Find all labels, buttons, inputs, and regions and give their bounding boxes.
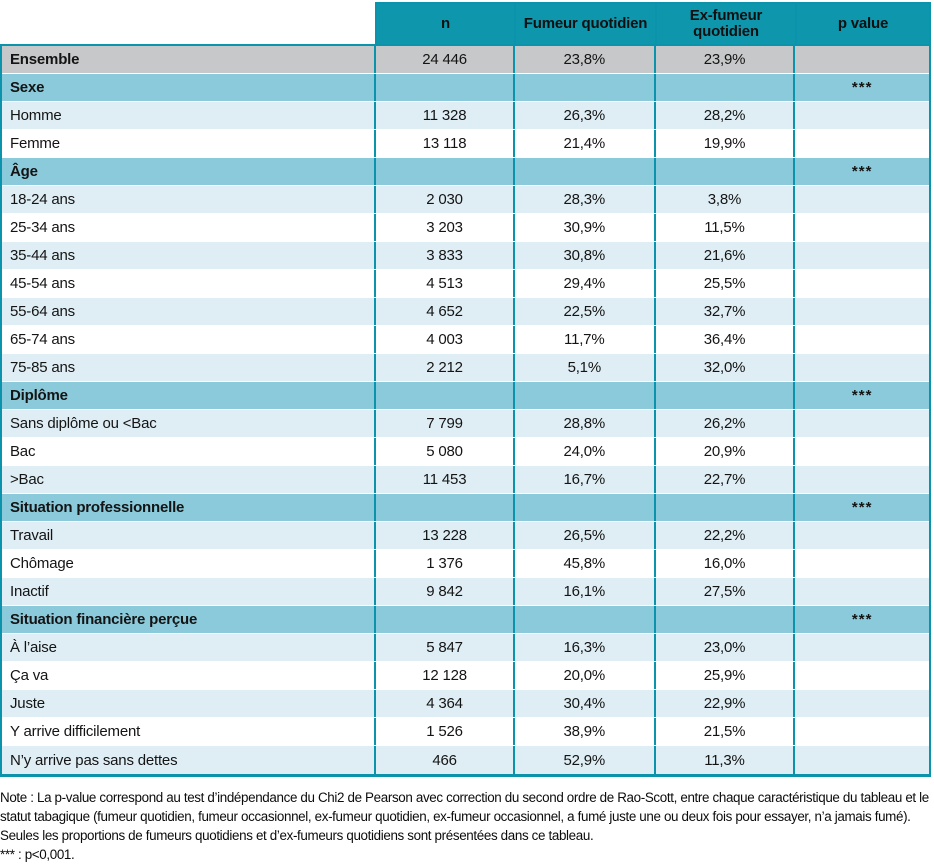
table-row [2, 326, 929, 354]
cell-n: 12 128 [374, 662, 513, 689]
cell-p-value [793, 550, 929, 577]
cell-ex-fumeur-quotidien: 3,8% [654, 186, 794, 213]
row-label: 18-24 ans [2, 186, 374, 213]
row-label: Travail [2, 522, 374, 549]
cell-n: 7 799 [374, 410, 513, 437]
row-label: Juste [2, 690, 374, 717]
cell-n: 3 203 [374, 214, 513, 241]
table-row [2, 186, 929, 214]
table-row [2, 242, 929, 270]
cell-fumeur-quotidien [513, 158, 654, 185]
header-spacer-cell [0, 2, 375, 44]
cell-n [374, 494, 513, 521]
table-row [2, 438, 929, 466]
cell-fumeur-quotidien: 28,3% [513, 186, 654, 213]
table-header-row [0, 2, 931, 44]
cell-fumeur-quotidien: 30,8% [513, 242, 654, 269]
cell-p-value: *** [793, 494, 929, 521]
cell-p-value [793, 522, 929, 549]
cell-n: 4 364 [374, 690, 513, 717]
cell-ex-fumeur-quotidien: 28,2% [654, 102, 794, 129]
cell-ex-fumeur-quotidien: 11,3% [654, 746, 794, 774]
cell-p-value [793, 242, 929, 269]
cell-p-value [793, 130, 929, 157]
cell-n: 11 453 [374, 466, 513, 493]
cell-ex-fumeur-quotidien [654, 606, 794, 633]
table-row [2, 550, 929, 578]
row-label: Situation professionnelle [2, 494, 374, 521]
row-label: N’y arrive pas sans dettes [2, 746, 374, 774]
row-label: 35-44 ans [2, 242, 374, 269]
table-row [2, 158, 929, 186]
cell-p-value [793, 410, 929, 437]
table-row [2, 522, 929, 550]
table-row [2, 662, 929, 690]
table-row [2, 46, 929, 74]
cell-ex-fumeur-quotidien: 16,0% [654, 550, 794, 577]
cell-n: 4 652 [374, 298, 513, 325]
statistics-table [0, 2, 931, 777]
table-note [0, 788, 934, 864]
cell-fumeur-quotidien: 30,4% [513, 690, 654, 717]
cell-fumeur-quotidien [513, 382, 654, 409]
cell-ex-fumeur-quotidien [654, 494, 794, 521]
cell-p-value: *** [793, 382, 929, 409]
cell-fumeur-quotidien: 22,5% [513, 298, 654, 325]
cell-fumeur-quotidien: 26,5% [513, 522, 654, 549]
cell-fumeur-quotidien: 52,9% [513, 746, 654, 774]
row-label: Âge [2, 158, 374, 185]
cell-ex-fumeur-quotidien: 21,6% [654, 242, 794, 269]
table-row [2, 606, 929, 634]
cell-p-value: *** [793, 158, 929, 185]
cell-p-value [793, 326, 929, 353]
cell-ex-fumeur-quotidien: 11,5% [654, 214, 794, 241]
cell-fumeur-quotidien: 20,0% [513, 662, 654, 689]
cell-p-value [793, 298, 929, 325]
row-label: Sans diplôme ou <Bac [2, 410, 374, 437]
cell-ex-fumeur-quotidien: 32,7% [654, 298, 794, 325]
cell-ex-fumeur-quotidien: 26,2% [654, 410, 794, 437]
cell-n [374, 158, 513, 185]
cell-n: 11 328 [374, 102, 513, 129]
cell-n [374, 74, 513, 101]
cell-p-value [793, 270, 929, 297]
column-header-p-value: p value [795, 2, 931, 44]
table-row [2, 102, 929, 130]
cell-p-value [793, 466, 929, 493]
cell-fumeur-quotidien: 16,3% [513, 634, 654, 661]
cell-fumeur-quotidien [513, 606, 654, 633]
column-header-ex-fumeur-quotidien: Ex-fumeur quotidien [655, 2, 795, 44]
cell-n: 5 847 [374, 634, 513, 661]
row-label: Ensemble [2, 46, 374, 73]
cell-n: 13 118 [374, 130, 513, 157]
cell-n: 4 513 [374, 270, 513, 297]
table-row [2, 354, 929, 382]
cell-n: 2 212 [374, 354, 513, 381]
cell-ex-fumeur-quotidien: 23,9% [654, 46, 794, 73]
row-label: 45-54 ans [2, 270, 374, 297]
note-text: Note : La p-value correspond au test d’indépendance du Chi2 de Pearson avec correction du second ordre de Rao-Scott, entre chaque caractéristique du tableau et le statut tabagique (fumeur quotidien, fumeur occasionnel, ex-fumeur quotidien, ex-fumeur occasionnel, a fumé juste une ou deux fois pour essayer, n’a jamais fumé). Seules les proportions de fumeurs quotidiens et d’ex-fumeurs quotidiens sont présentées dans ce tableau. [0, 790, 929, 843]
cell-n [374, 382, 513, 409]
row-label: 55-64 ans [2, 298, 374, 325]
cell-ex-fumeur-quotidien [654, 158, 794, 185]
table-row [2, 578, 929, 606]
cell-fumeur-quotidien: 45,8% [513, 550, 654, 577]
cell-n: 2 030 [374, 186, 513, 213]
cell-p-value [793, 354, 929, 381]
cell-p-value [793, 102, 929, 129]
table-body [0, 44, 931, 777]
row-label: Sexe [2, 74, 374, 101]
row-label: À l’aise [2, 634, 374, 661]
cell-fumeur-quotidien: 24,0% [513, 438, 654, 465]
cell-ex-fumeur-quotidien: 22,2% [654, 522, 794, 549]
cell-n: 5 080 [374, 438, 513, 465]
cell-p-value [793, 718, 929, 745]
cell-ex-fumeur-quotidien [654, 74, 794, 101]
cell-p-value [793, 46, 929, 73]
row-label: 75-85 ans [2, 354, 374, 381]
cell-p-value [793, 634, 929, 661]
cell-fumeur-quotidien: 29,4% [513, 270, 654, 297]
cell-fumeur-quotidien: 26,3% [513, 102, 654, 129]
row-label: Diplôme [2, 382, 374, 409]
cell-n: 466 [374, 746, 513, 774]
cell-p-value: *** [793, 606, 929, 633]
cell-ex-fumeur-quotidien: 20,9% [654, 438, 794, 465]
row-label: Y arrive difficilement [2, 718, 374, 745]
row-label: >Bac [2, 466, 374, 493]
column-header-n: n [375, 2, 514, 44]
row-label: Ça va [2, 662, 374, 689]
cell-p-value [793, 186, 929, 213]
cell-fumeur-quotidien: 11,7% [513, 326, 654, 353]
table-row [2, 130, 929, 158]
table-row [2, 718, 929, 746]
cell-fumeur-quotidien: 16,1% [513, 578, 654, 605]
cell-p-value [793, 578, 929, 605]
cell-n: 1 376 [374, 550, 513, 577]
cell-p-value [793, 746, 929, 774]
table-row [2, 74, 929, 102]
cell-n [374, 606, 513, 633]
cell-fumeur-quotidien: 5,1% [513, 354, 654, 381]
row-label: Situation financière perçue [2, 606, 374, 633]
table-row [2, 410, 929, 438]
row-label: Chômage [2, 550, 374, 577]
cell-fumeur-quotidien: 38,9% [513, 718, 654, 745]
cell-p-value: *** [793, 74, 929, 101]
table-row [2, 382, 929, 410]
cell-ex-fumeur-quotidien: 21,5% [654, 718, 794, 745]
cell-fumeur-quotidien [513, 494, 654, 521]
cell-n: 24 446 [374, 46, 513, 73]
cell-n: 3 833 [374, 242, 513, 269]
cell-ex-fumeur-quotidien [654, 382, 794, 409]
row-label: Homme [2, 102, 374, 129]
row-label: Inactif [2, 578, 374, 605]
table-row [2, 214, 929, 242]
cell-ex-fumeur-quotidien: 22,7% [654, 466, 794, 493]
cell-ex-fumeur-quotidien: 19,9% [654, 130, 794, 157]
cell-n: 4 003 [374, 326, 513, 353]
cell-fumeur-quotidien: 28,8% [513, 410, 654, 437]
cell-fumeur-quotidien: 16,7% [513, 466, 654, 493]
row-label: 25-34 ans [2, 214, 374, 241]
cell-n: 9 842 [374, 578, 513, 605]
row-label: 65-74 ans [2, 326, 374, 353]
table-row [2, 634, 929, 662]
cell-fumeur-quotidien: 30,9% [513, 214, 654, 241]
table-row [2, 746, 929, 774]
row-label: Bac [2, 438, 374, 465]
cell-ex-fumeur-quotidien: 22,9% [654, 690, 794, 717]
cell-p-value [793, 690, 929, 717]
cell-p-value [793, 438, 929, 465]
cell-fumeur-quotidien [513, 74, 654, 101]
cell-fumeur-quotidien: 23,8% [513, 46, 654, 73]
cell-p-value [793, 662, 929, 689]
cell-n: 1 526 [374, 718, 513, 745]
cell-ex-fumeur-quotidien: 25,5% [654, 270, 794, 297]
cell-n: 13 228 [374, 522, 513, 549]
cell-ex-fumeur-quotidien: 23,0% [654, 634, 794, 661]
note-significance: *** : p<0,001. [0, 847, 75, 862]
cell-fumeur-quotidien: 21,4% [513, 130, 654, 157]
table-row [2, 298, 929, 326]
table-row [2, 494, 929, 522]
cell-ex-fumeur-quotidien: 25,9% [654, 662, 794, 689]
column-header-fumeur-quotidien: Fumeur quotidien [514, 2, 655, 44]
cell-p-value [793, 214, 929, 241]
table-row [2, 690, 929, 718]
cell-ex-fumeur-quotidien: 32,0% [654, 354, 794, 381]
cell-ex-fumeur-quotidien: 36,4% [654, 326, 794, 353]
cell-ex-fumeur-quotidien: 27,5% [654, 578, 794, 605]
table-row [2, 270, 929, 298]
row-label: Femme [2, 130, 374, 157]
table-row [2, 466, 929, 494]
